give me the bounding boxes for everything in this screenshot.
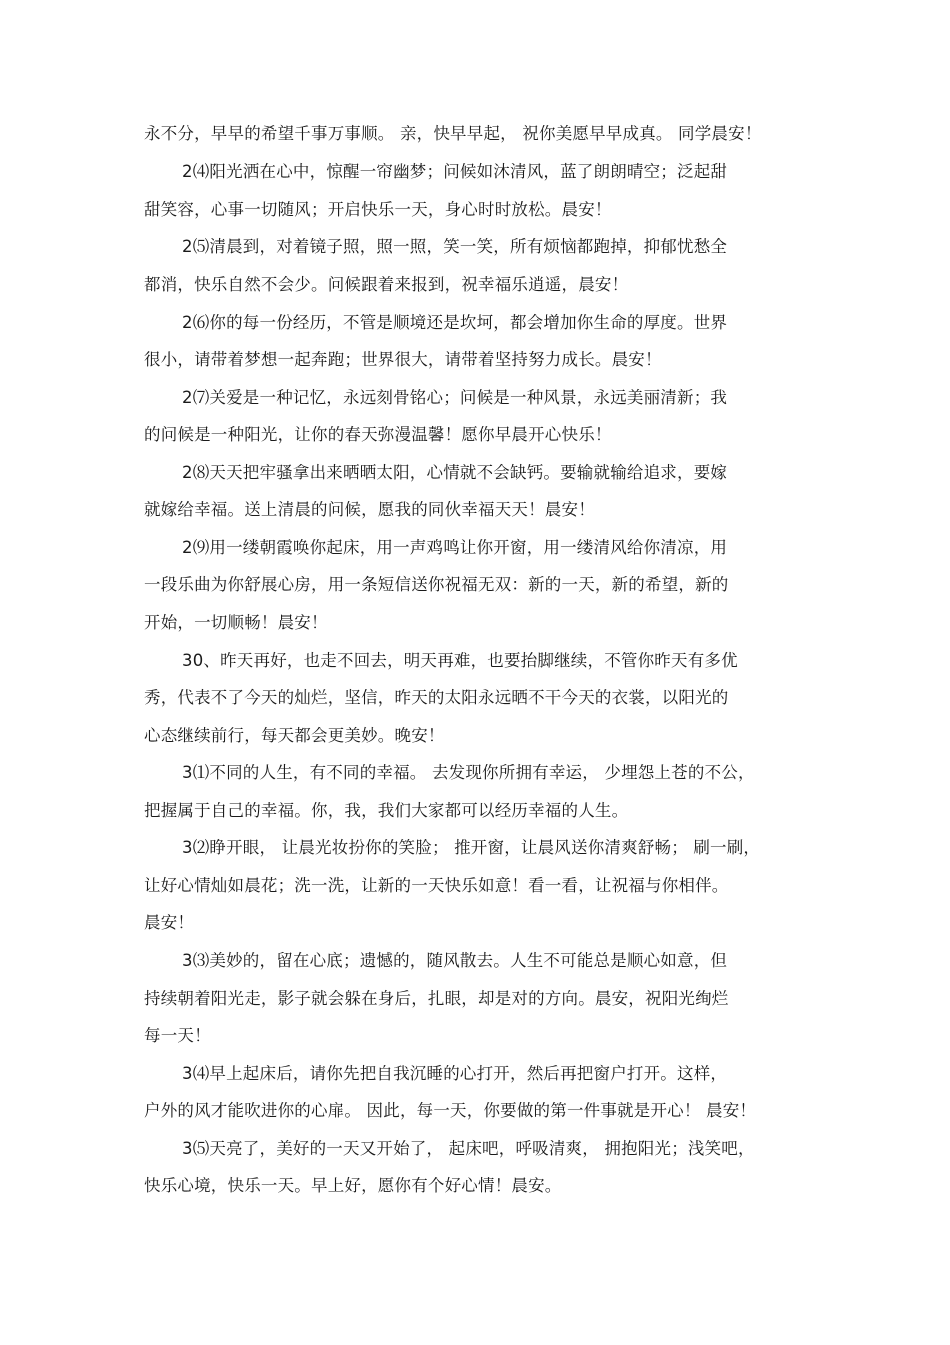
text-line: 3⑶美妙的，留在心底；遗憾的，随风散去。人生不可能总是顺心如意，但: [182, 951, 728, 970]
text-line: 3⑴不同的人生，有不同的幸福。 去发现你所拥有幸运， 少埋怨上苍的不公，: [182, 763, 755, 782]
text-line: 持续朝着阳光走，影子就会躲在身后，扎眼，却是对的方向。晨安，祝阳光绚烂: [144, 989, 729, 1008]
text-line: 让好心情灿如晨花；洗一洗，让新的一天快乐如意！看一看，让祝福与你相伴。: [144, 876, 729, 895]
text-line: 永不分，早早的希望千事万事顺。 亲，快早早起， 祝你美愿早早成真。 同学晨安！: [144, 124, 762, 143]
text-line: 的问候是一种阳光，让你的春天弥漫温馨！愿你早晨开心快乐！: [144, 425, 612, 444]
text-line: 3⑸天亮了，美好的一天又开始了， 起床吧，呼吸清爽， 拥抱阳光；浅笑吧，: [182, 1139, 755, 1158]
text-line: 心态继续前行，每天都会更美妙。晚安！: [144, 726, 445, 745]
text-line: 每一天！: [144, 1026, 211, 1045]
text-line: 秀，代表不了今天的灿烂，坚信，昨天的太阳永远晒不干今天的衣裳，以阳光的: [144, 688, 729, 707]
text-line: 很小，请带着梦想一起奔跑；世界很大，请带着坚持努力成长。晨安！: [144, 350, 662, 369]
text-line: 2⑻天天把牢骚拿出来晒晒太阳，心情就不会缺钙。要输就输给追求，要嫁: [182, 463, 728, 482]
text-line: 晨安！: [144, 913, 195, 932]
text-line: 2⑼用一缕朝霞唤你起床，用一声鸡鸣让你开窗，用一缕清风给你清凉，用: [182, 538, 728, 557]
text-line: 3⑷早上起床后，请你先把自我沉睡的心打开，然后再把窗户打开。这样，: [182, 1064, 728, 1083]
text-line: 2⑺关爱是一种记忆，永远刻骨铭心；问候是一种风景，永远美丽清新；我: [182, 388, 728, 407]
text-line: 一段乐曲为你舒展心房，用一条短信送你祝福无双：新的一天，新的希望，新的: [144, 575, 729, 594]
text-line: 开始，一切顺畅！晨安！: [144, 613, 328, 632]
text-line: 30、昨天再好，也走不回去，明天再难，也要抬脚继续，不管你昨天有多优: [182, 651, 738, 670]
text-line: 2⑷阳光洒在心中，惊醒一帘幽梦；问候如沐清风，蓝了朗朗晴空；泛起甜: [182, 162, 728, 181]
text-line: 就嫁给幸福。送上清晨的问候，愿我的同伙幸福天天！晨安！: [144, 500, 595, 519]
text-line: 把握属于自己的幸福。你，我，我们大家都可以经历幸福的人生。: [144, 801, 629, 820]
text-line: 2⑸清晨到，对着镜子照，照一照，笑一笑，所有烦恼都跑掉，抑郁忧愁全: [182, 237, 728, 256]
text-line: 甜笑容，心事一切随风；开启快乐一天，身心时时放松。晨安！: [144, 200, 612, 219]
text-line: 2⑹你的每一份经历，不管是顺境还是坎坷，都会增加你生命的厚度。世界: [182, 313, 728, 332]
text-line: 3⑵睁开眼， 让晨光妆扮你的笑脸； 推开窗，让晨风送你清爽舒畅； 刷一刷，: [182, 838, 761, 857]
text-line: 户外的风才能吹进你的心扉。 因此，每一天，你要做的第一件事就是开心！ 晨安！: [144, 1101, 757, 1120]
text-line: 快乐心境，快乐一天。早上好，愿你有个好心情！晨安。: [144, 1176, 562, 1195]
text-line: 都消，快乐自然不会少。问候跟着来报到，祝幸福乐逍遥，晨安！: [144, 275, 629, 294]
